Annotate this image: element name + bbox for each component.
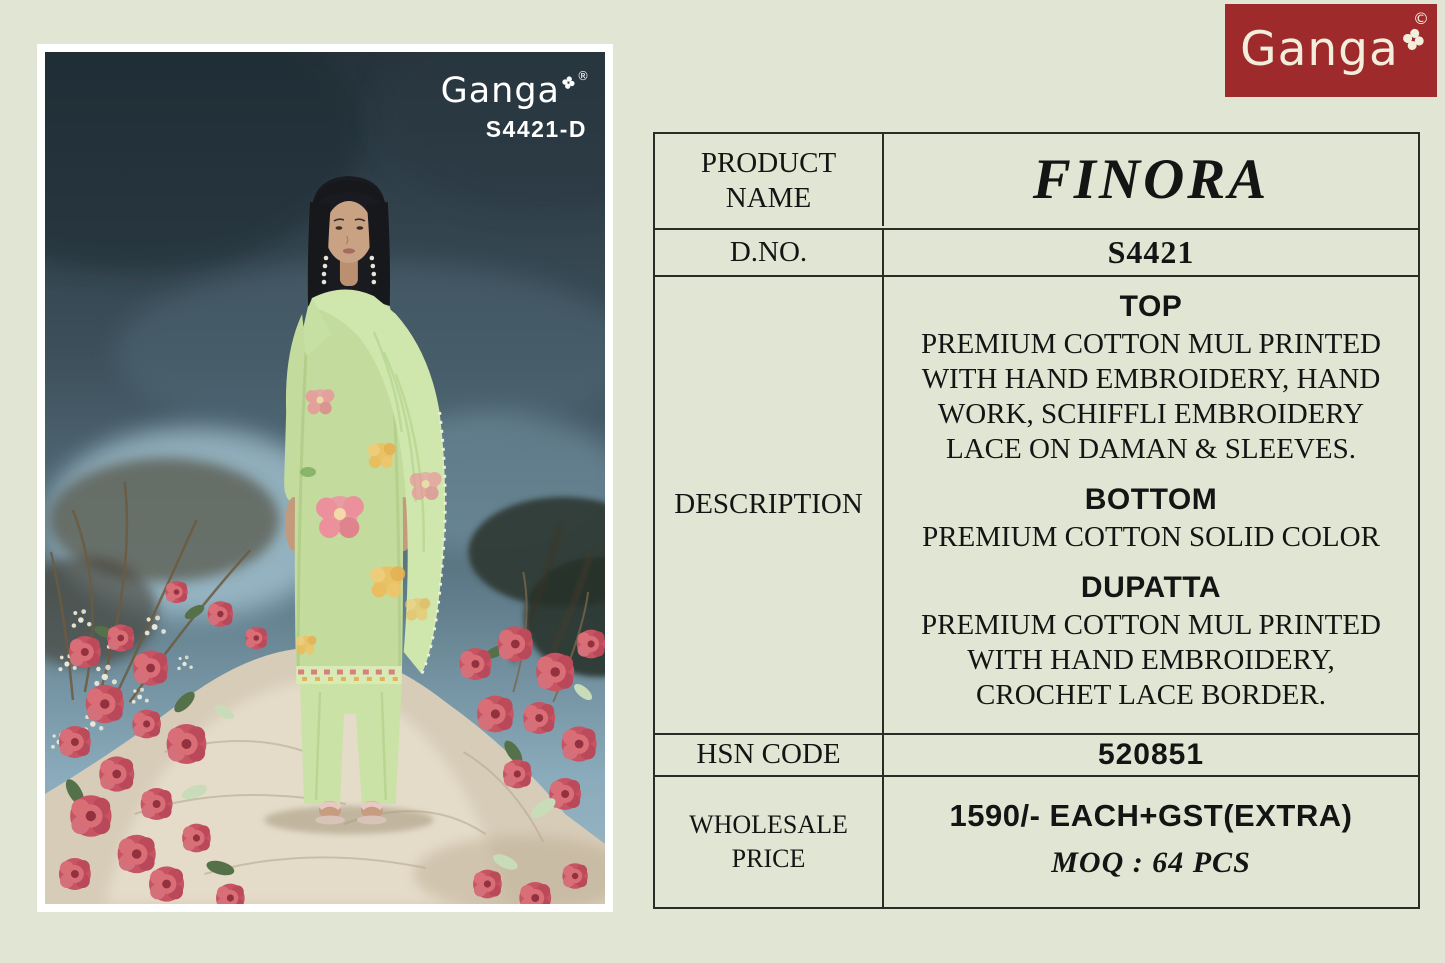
photo-watermark <box>440 69 589 142</box>
product-name-label: PRODUCT NAME <box>700 146 837 214</box>
description-line: LACE ON DAMAN & SLEEVES. <box>945 433 1357 465</box>
description-line: CROCHET LACE BORDER. <box>976 679 1326 711</box>
description-value <box>882 275 1418 733</box>
description-line: WITH HAND EMBROIDERY, <box>967 644 1335 676</box>
price-text: 1590/- EACH+GST(EXTRA) <box>949 798 1353 833</box>
description-line: PREMIUM COTTON MUL PRINTED <box>921 609 1381 641</box>
hsn-code-value: 520851 <box>882 733 1418 775</box>
description-line: PREMIUM COTTON MUL PRINTED <box>921 328 1381 360</box>
d-no-label: D.NO. <box>655 228 882 275</box>
description-section-bottom <box>922 483 1380 555</box>
registered-mark: ® <box>577 69 589 83</box>
clover-icon <box>561 75 576 90</box>
wholesale-price-label: WHOLESALE PRICE <box>655 775 882 907</box>
section-heading: BOTTOM <box>1084 483 1218 516</box>
product-photo-frame <box>37 44 613 912</box>
section-heading: TOP <box>1119 290 1183 323</box>
description-line: WITH HAND EMBROIDERY, HAND <box>921 363 1381 395</box>
description-line: WORK, SCHIFFLI EMBROIDERY <box>937 398 1365 430</box>
brand-logo-text: Ganga <box>1240 22 1399 77</box>
product-photo <box>45 52 605 904</box>
section-heading: DUPATTA <box>1080 571 1222 604</box>
d-no-value: S4421 <box>882 228 1418 275</box>
description-line: PREMIUM COTTON SOLID COLOR <box>922 521 1380 553</box>
photo-brand-logo: Ganga <box>440 71 560 111</box>
moq-text: MOQ : 64 PCS <box>1051 846 1251 879</box>
description-label: DESCRIPTION <box>655 275 882 733</box>
brand-logo-box <box>1225 4 1437 97</box>
description-section-top <box>921 290 1381 467</box>
product-name-value: FINORA <box>882 132 1418 226</box>
copyright-mark: © <box>1413 9 1429 28</box>
wholesale-price-value <box>882 775 1418 907</box>
description-section-dupatta <box>921 571 1381 713</box>
model-photo-illustration <box>45 52 605 904</box>
hsn-code-label: HSN CODE <box>655 733 882 775</box>
design-code: S4421-D <box>485 116 587 142</box>
product-spec-table <box>653 132 1420 909</box>
clover-icon <box>1400 26 1426 52</box>
